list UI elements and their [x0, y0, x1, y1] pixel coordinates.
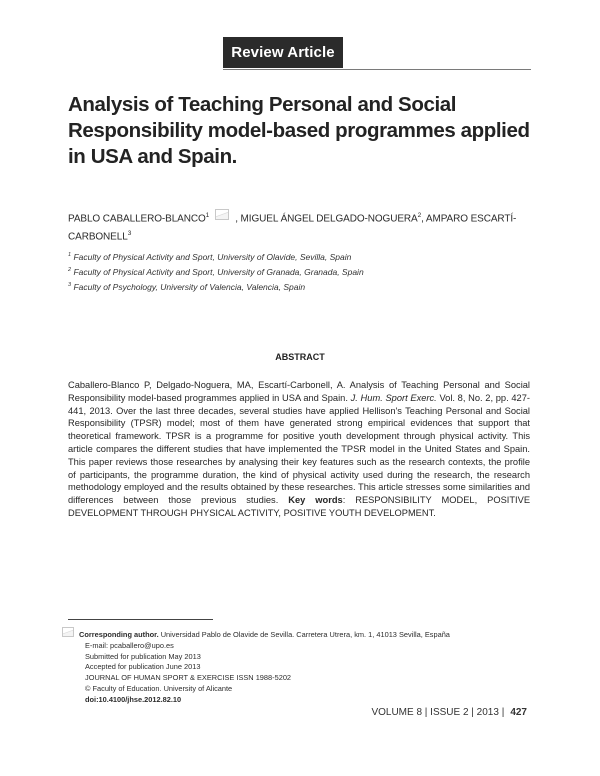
footnote-rule: [68, 619, 213, 620]
envelope-icon: [62, 627, 74, 637]
article-title: Analysis of Teaching Personal and Social Responsibility model-based programmes applied in USA and Spain.: [68, 93, 530, 168]
author-3-affiliation: 3: [127, 230, 132, 238]
envelope-icon[interactable]: [215, 209, 229, 220]
author-3: , AMPARO ESCARTÍ-CARBONELL: [68, 213, 517, 243]
footnote: Corresponding author. Universidad Pablo de Olavide de Sevilla. Carretera Utrera, km. 1, 41013 Sevilla, España E-mail: pcaballero@upo.es Submitted for publication May 2013 Accepted for publication June 2013 JOURNAL OF HUMAN SPORT & EXERCISE ISSN 1988-5202 © Faculty of Education. University of Alicante doi:10.4100/jhse.2012.82.10: [62, 627, 537, 706]
corresponding-label: Corresponding author.: [79, 630, 159, 639]
volume-issue: VOLUME 8 | ISSUE 2 | 2013 |: [371, 707, 505, 718]
affiliation-item: $^2$ Faculty of Physical Activity and Sport, University of Granada, Granada, Spain: [68, 266, 364, 277]
author-1-affiliation: 1: [205, 212, 210, 219]
affiliation-item: $^1$ Faculty of Physical Activity and Sport, University of Olavide, Sevilla, Spain: [68, 251, 352, 262]
abstract-heading: ABSTRACT: [275, 352, 325, 362]
article-type-badge: Review Article: [223, 37, 343, 68]
author-list: [68, 208, 533, 245]
affiliation-list: [68, 249, 533, 293]
abstract-body: Caballero-Blanco P, Delgado-Noguera, MA, Escartí-Carbonell, A. Analysis of Teaching Personal and Social Responsibility model-based programmes applied in USA and Spain. J. Hum. Sport Exerc. Vol. 8, No. 2, pp. 427-441, 2013. Over the last three decades, several studies have applied Hellison's Teaching Personal and Social Responsibility (TPSR) model; most of them have generated strong empirical evidences that support that theoretical framework. TPSR is a programme for positive youth development through physical activity. This article compares the different studies that have implemented the TPSR model in the United States and Spain. This paper reviews those researches by analysing their key features such as the research contexts, the profile of participants, the programme duration, the kind of physical activity used during the research, the research methodology employed and the results obtained by these researches. This article stresses some similarities and differences between those previous studies. Key words: RESPONSIBILITY MODEL, POSITIVE DEVELOPMENT THROUGH PHYSICAL ACTIVITY, POSITIVE YOUTH DEVELOPMENT.: [68, 380, 531, 518]
author-1: PABLO CABALLERO-BLANCO: [68, 213, 206, 225]
author-2: , MIGUEL ÁNGEL DELGADO-NOGUERA: [235, 213, 418, 225]
page-footer: [0, 707, 527, 718]
page-number: 427: [510, 707, 527, 718]
author-2-affiliation: 2: [417, 212, 422, 219]
header-rule: [223, 69, 531, 70]
email[interactable]: E-mail: pcaballero@upo.es: [85, 640, 174, 650]
affiliation-item: $^3$ Faculty of Psychology, University of Valencia, Valencia, Spain: [68, 281, 306, 292]
keywords-label: Key words: [288, 495, 343, 506]
doi[interactable]: doi:10.4100/jhse.2012.82.10: [85, 694, 182, 704]
journal-name: J. Hum. Sport Exerc.: [350, 392, 437, 403]
keywords: : RESPONSIBILITY MODEL, POSITIVE DEVELOPMENT THROUGH PHYSICAL ACTIVITY, POSITIVE YOUTH DEVELOPMENT.: [68, 495, 531, 518]
